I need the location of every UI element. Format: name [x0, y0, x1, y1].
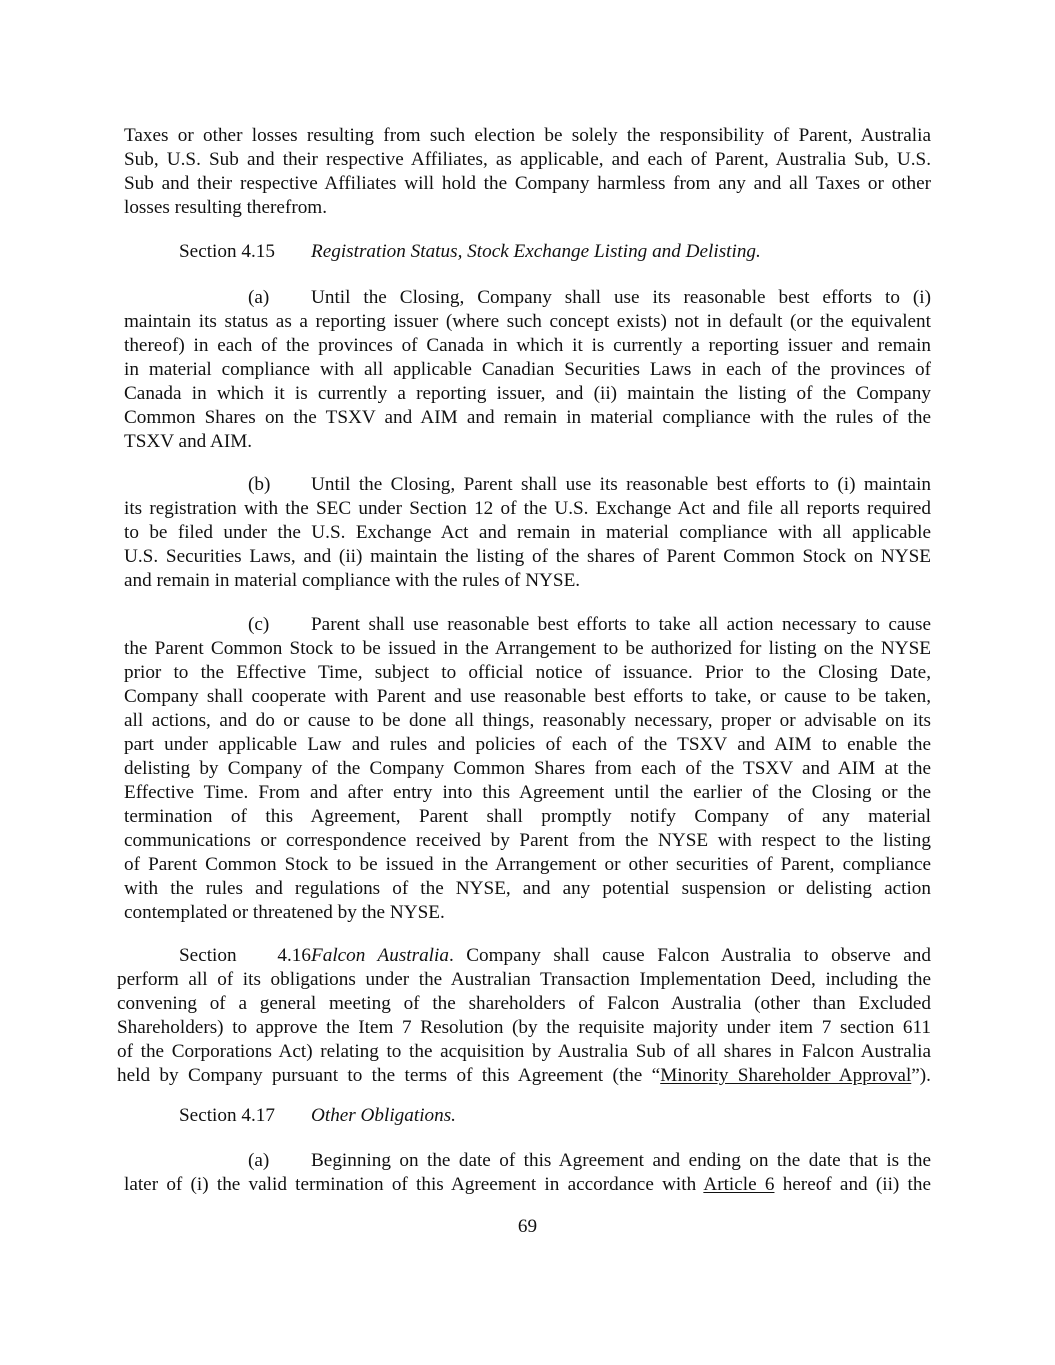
paragraph-text: hereof and (ii) the	[774, 1174, 931, 1195]
paragraph-line: in material compliance with all applicable Canadian Securities Laws in each of the provinces of	[124, 359, 931, 380]
paragraph-line: Common Shares on the TSXV and AIM and remain in material compliance with the rules of the	[124, 407, 931, 428]
paragraph-line: its registration with the SEC under Section 12 of the U.S. Exchange Act and file all reports required	[124, 498, 931, 519]
paragraph-text: held by Company pursuant to the terms of this Agreement (the “	[117, 1065, 661, 1086]
section-heading-4-16	[179, 944, 931, 968]
section-heading-4-15	[179, 240, 761, 264]
paragraph-line: thereof) in each of the provinces of Canada in which it is currently a reporting issuer and remain	[124, 335, 931, 356]
paragraph-line: perform all of its obligations under the Australian Transaction Implementation Deed, including the	[117, 969, 931, 990]
paragraph-line	[124, 1173, 931, 1197]
paragraph-line	[117, 1064, 931, 1088]
paragraph-line: Shareholders) to approve the Item 7 Resolution (by the requisite majority under item 7 section 611	[117, 1017, 931, 1038]
section-number: Section 4.17	[179, 1105, 275, 1126]
paragraph-text: later of (i) the valid termination of this Agreement in accordance with	[124, 1174, 704, 1195]
paragraph-line: Canada in which it is currently a reporting issuer, and (ii) maintain the listing of the Company	[124, 383, 931, 404]
paragraph-line: communications or correspondence received by Parent from the NYSE with respect to the listing	[124, 830, 931, 851]
section-number: Section 4.15	[179, 241, 275, 262]
section-title: Other Obligations.	[311, 1105, 456, 1126]
paragraph-line: termination of this Agreement, Parent shall promptly notify Company of any material	[124, 806, 931, 827]
paragraph-line: Sub, U.S. Sub and their respective Affiliates, as applicable, and each of Parent, Australia Sub, U.S.	[124, 149, 931, 170]
paragraph-line: part under applicable Law and rules and policies of each of the TSXV and AIM to enable the	[124, 734, 931, 755]
paragraph-line: delisting by Company of the Company Common Shares from each of the TSXV and AIM at the	[124, 758, 931, 779]
paragraph-line: losses resulting therefrom.	[124, 197, 328, 218]
subsection-a-first-line	[248, 1149, 931, 1173]
paragraph-line: TSXV and AIM.	[124, 431, 253, 452]
section-heading-4-17	[179, 1104, 456, 1128]
defined-term-minority-shareholder-approval: Minority Shareholder Approval	[660, 1065, 912, 1086]
paragraph-line: maintain its status as a reporting issuer (where such concept exists) not in default (or the equivalent	[124, 311, 931, 332]
paragraph-line: and remain in material compliance with the rules of NYSE.	[124, 570, 581, 591]
section-title: Registration Status, Stock Exchange Listing and Delisting.	[311, 241, 761, 262]
subsection-c-first-line	[248, 613, 931, 637]
subsection-label: (a)	[248, 1150, 270, 1171]
paragraph-line: Effective Time. From and after entry into this Agreement until the earlier of the Closing or the	[124, 782, 931, 803]
section-text: . Company shall cause Falcon Australia to observe and	[448, 945, 931, 966]
paragraph-line: Taxes or other losses resulting from such election be solely the responsibility of Parent, Australia	[124, 125, 931, 146]
paragraph-line: of the Corporations Act) relating to the acquisition by Australia Sub of all shares in Falcon Australia	[117, 1041, 931, 1062]
subsection-label: (a)	[248, 287, 270, 308]
paragraph-line: convening of a general meeting of the shareholders of Falcon Australia (other than Excluded	[117, 993, 931, 1014]
subsection-text: Until the Closing, Company shall use its reasonable best efforts to (i)	[311, 287, 931, 308]
paragraph-line: U.S. Securities Laws, and (ii) maintain the listing of the shares of Parent Common Stock on NYSE	[124, 546, 931, 567]
subsection-label: (b)	[248, 474, 271, 495]
subsection-text: Until the Closing, Parent shall use its reasonable best efforts to (i) maintain	[311, 474, 931, 495]
subsection-text: Parent shall use reasonable best efforts to take all action necessary to cause	[311, 614, 931, 635]
subsection-text: Beginning on the date of this Agreement and ending on the date that is the	[311, 1150, 931, 1171]
paragraph-text: ”).	[911, 1065, 931, 1086]
paragraph-line: all actions, and do or cause to be done all things, reasonably necessary, proper or advisable on its	[124, 710, 931, 731]
subsection-b-first-line	[248, 473, 931, 497]
paragraph-line: contemplated or threatened by the NYSE.	[124, 902, 445, 923]
paragraph-line: of Parent Common Stock to be issued in the Arrangement or other securities of Parent, compliance	[124, 854, 931, 875]
section-number: Section 4.16	[179, 945, 311, 966]
subsection-a-first-line	[248, 286, 931, 310]
paragraph-line: with the rules and regulations of the NYSE, and any potential suspension or delisting action	[124, 878, 931, 899]
subsection-label: (c)	[248, 614, 270, 635]
paragraph-line: prior to the Effective Time, subject to official notice of issuance. Prior to the Closing Date,	[124, 662, 931, 683]
paragraph-line: Company shall cooperate with Parent and use reasonable best efforts to take, or cause to be taken,	[124, 686, 931, 707]
paragraph-line: Sub and their respective Affiliates will hold the Company harmless from any and all Taxes or other	[124, 173, 931, 194]
section-title: Falcon Australia	[311, 945, 449, 966]
page-number: 69	[517, 1216, 538, 1237]
paragraph-line: to be filed under the U.S. Exchange Act and remain in material compliance with all applicable	[124, 522, 931, 543]
article-6-link[interactable]: Article 6	[703, 1174, 775, 1195]
paragraph-line: the Parent Common Stock to be issued in the Arrangement to be authorized for listing on the NYSE	[124, 638, 931, 659]
